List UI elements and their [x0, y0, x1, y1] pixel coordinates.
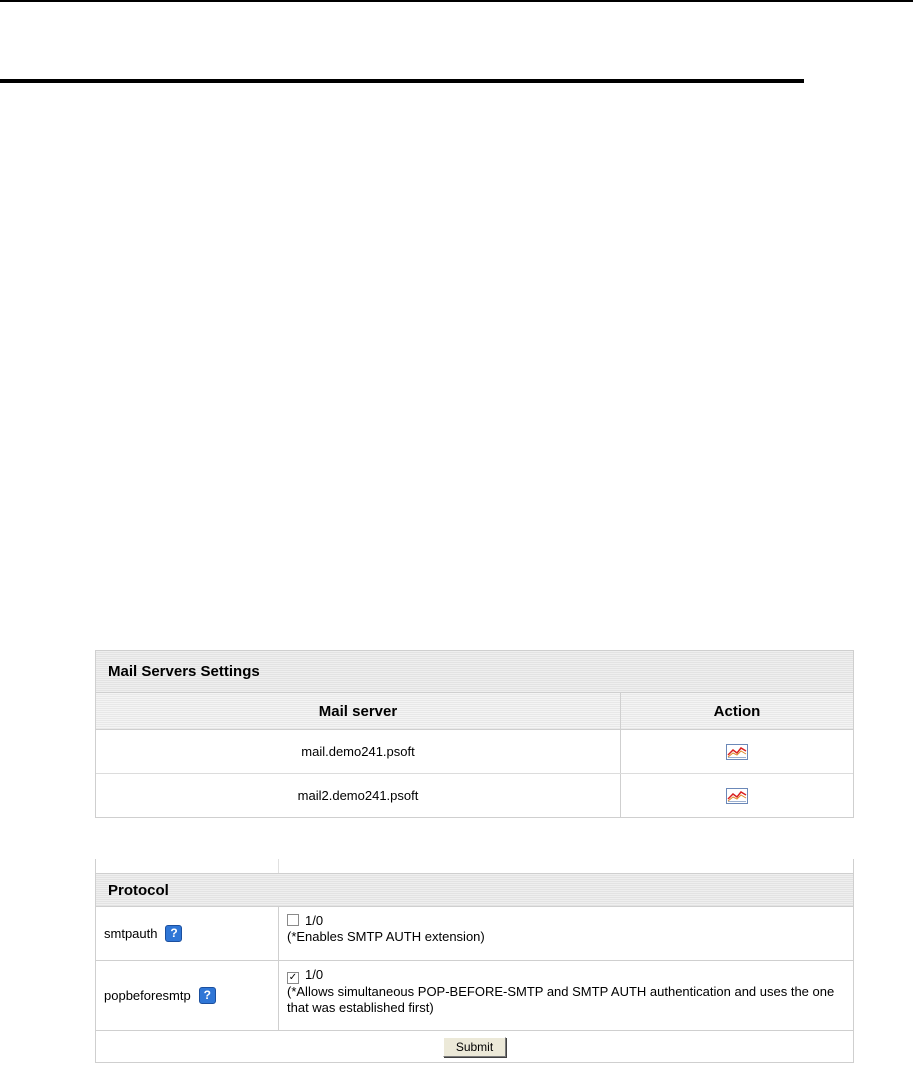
chart-icon[interactable] — [726, 744, 748, 760]
submit-button[interactable]: Submit — [443, 1037, 506, 1057]
top-rule — [0, 0, 913, 2]
smtpauth-value-label: 1/0 — [305, 913, 324, 928]
popbeforesmtp-value-label: 1/0 — [305, 967, 324, 982]
mail-servers-title: Mail Servers Settings — [96, 651, 853, 693]
page-divider — [0, 79, 804, 83]
smtpauth-note: (*Enables SMTP AUTH extension) — [287, 929, 485, 944]
table-row — [96, 774, 853, 818]
smtpauth-label: smtpauth — [104, 926, 158, 941]
protocol-row-smtpauth — [96, 907, 853, 961]
popbeforesmtp-note: (*Allows simultaneous POP-BEFORE-SMTP and SMTP AUTH authentication and uses the one that was established first) — [287, 984, 835, 1015]
table-row — [96, 730, 853, 774]
protocol-title: Protocol — [96, 873, 853, 907]
column-header-mail-server: Mail server — [96, 693, 621, 730]
mail-servers-table — [96, 693, 853, 817]
help-icon[interactable]: ? — [165, 925, 182, 942]
chart-icon[interactable] — [726, 788, 748, 804]
action-cell — [621, 774, 854, 818]
mail-server-name: mail.demo241.psoft — [96, 730, 621, 774]
popbeforesmtp-label: popbeforesmtp — [104, 988, 191, 1003]
protocol-row-popbeforesmtp — [96, 961, 853, 1031]
popbeforesmtp-checkbox[interactable]: ✓ — [288, 972, 298, 983]
help-icon[interactable]: ? — [199, 987, 216, 1004]
mail-server-name: mail2.demo241.psoft — [96, 774, 621, 818]
action-cell — [621, 730, 854, 774]
protocol-panel — [95, 859, 854, 1063]
column-header-action: Action — [621, 693, 854, 730]
mail-servers-panel — [95, 650, 854, 818]
submit-row — [96, 1031, 853, 1062]
protocol-spacer — [96, 859, 853, 873]
smtpauth-checkbox[interactable] — [287, 914, 299, 926]
